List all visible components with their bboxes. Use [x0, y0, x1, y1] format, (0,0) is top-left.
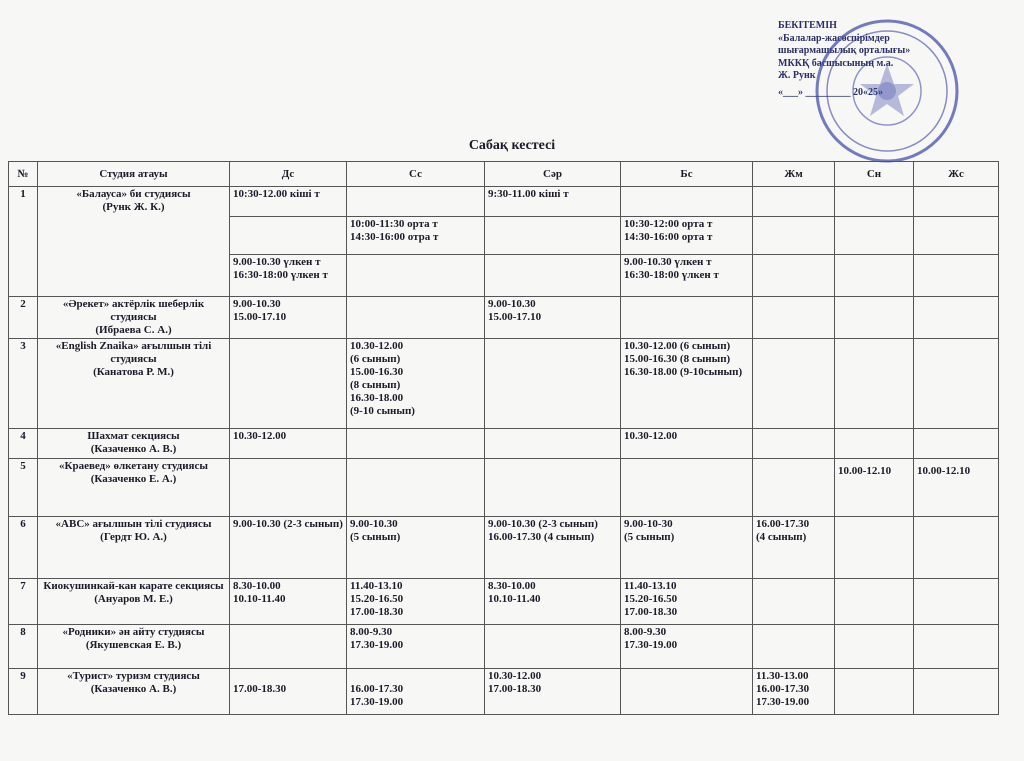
schedule-cell: 9.00-10.30 үлкен т 16:30-18:00 үлкен т — [230, 255, 347, 297]
schedule-cell — [485, 625, 621, 669]
schedule-cell — [753, 187, 835, 217]
schedule-cell: 9.00-10.30 (5 сынып) — [347, 517, 485, 579]
schedule-cell — [347, 187, 485, 217]
studio-name: «Балауса» би студиясы (Рунк Ж. К.) — [38, 187, 230, 297]
schedule-cell — [230, 217, 347, 255]
schedule-cell — [914, 669, 999, 715]
schedule-cell — [230, 625, 347, 669]
schedule-cell: 11.30-13.00 16.00-17.30 17.30-19.00 — [753, 669, 835, 715]
row-number: 9 — [9, 669, 38, 715]
schedule-cell — [914, 517, 999, 579]
schedule-cell — [835, 339, 914, 429]
schedule-cell — [753, 255, 835, 297]
schedule-cell — [347, 459, 485, 517]
schedule-cell — [347, 429, 485, 459]
schedule-cell — [753, 625, 835, 669]
schedule-cell — [485, 339, 621, 429]
table-row — [9, 459, 999, 517]
schedule-cell — [914, 625, 999, 669]
schedule-cell: 10.30-12.00 (6 сынып) 15.00-16.30 (8 сынып) 16.30-18.00 (9-10сынып) — [621, 339, 753, 429]
column-header: Жс — [914, 162, 999, 187]
table-row — [9, 187, 999, 217]
table-row — [9, 625, 999, 669]
stamp-line: «Балалар-жасөспірімдер — [778, 32, 890, 44]
studio-name: Киокушинкай-кан карате секциясы (Ануаров М. Е.) — [38, 579, 230, 625]
table-row — [9, 579, 999, 625]
schedule-cell — [914, 187, 999, 217]
schedule-cell: 8.00-9.30 17.30-19.00 — [347, 625, 485, 669]
stamp-line: «___» _________ 20«25» — [778, 86, 883, 98]
studio-name: «Родники» ән айту студиясы (Якушевская Е. В.) — [38, 625, 230, 669]
schedule-cell — [914, 339, 999, 429]
table-row — [9, 339, 999, 429]
row-number: 8 — [9, 625, 38, 669]
schedule-cell — [835, 255, 914, 297]
stamp-line: МККҚ басшысының м.а. — [778, 57, 894, 69]
schedule-cell — [914, 429, 999, 459]
schedule-cell — [753, 579, 835, 625]
studio-name: «Краевед» өлкетану студиясы (Казаченко Е. А.) — [38, 459, 230, 517]
schedule-cell: 9.00-10.30 үлкен т 16:30-18:00 үлкен т — [621, 255, 753, 297]
schedule-cell — [230, 339, 347, 429]
schedule-cell — [485, 429, 621, 459]
schedule-cell: 10:30-12.00 кіші т — [230, 187, 347, 217]
schedule-cell: 9.00-10.30 (2-3 сынып) 16.00-17.30 (4 сынып) — [485, 517, 621, 579]
schedule-cell — [753, 459, 835, 517]
schedule-cell — [347, 255, 485, 297]
schedule-cell: 10.00-12.10 — [914, 459, 999, 517]
schedule-cell: 10.00-12.10 — [835, 459, 914, 517]
table-row — [9, 669, 999, 715]
column-header: Дс — [230, 162, 347, 187]
stamp-line: БЕКІТЕМІН — [778, 20, 837, 31]
schedule-cell: 11.40-13.10 15.20-16.50 17.00-18.30 — [621, 579, 753, 625]
schedule-cell — [835, 297, 914, 339]
schedule-cell: 16.00-17.30 17.30-19.00 — [347, 669, 485, 715]
schedule-cell: 10.30-12.00 — [621, 429, 753, 459]
column-header: Студия атауы — [38, 162, 230, 187]
table-row — [9, 297, 999, 339]
schedule-cell — [485, 459, 621, 517]
row-number: 7 — [9, 579, 38, 625]
studio-name: «English Znaika» ағылшын тілі студиясы (Канатова Р. М.) — [38, 339, 230, 429]
schedule-cell — [835, 669, 914, 715]
schedule-cell — [485, 217, 621, 255]
row-number: 3 — [9, 339, 38, 429]
schedule-cell — [621, 669, 753, 715]
table-row — [9, 517, 999, 579]
column-header: Сс — [347, 162, 485, 187]
schedule-cell — [621, 297, 753, 339]
stamp-line: шығармашылық орталығы» — [778, 45, 911, 56]
studio-name: «Турист» туризм студиясы (Казаченко А. В.) — [38, 669, 230, 715]
schedule-cell: 10.30-12.00 17.00-18.30 — [485, 669, 621, 715]
schedule-cell: 9:30-11.00 кіші т — [485, 187, 621, 217]
schedule-cell — [485, 255, 621, 297]
schedule-cell — [753, 217, 835, 255]
schedule-cell: 10:00-11:30 орта т 14:30-16:00 отра т — [347, 217, 485, 255]
schedule-table — [8, 161, 999, 715]
column-header: Жм — [753, 162, 835, 187]
schedule-cell — [753, 297, 835, 339]
row-number: 1 — [9, 187, 38, 297]
schedule-cell — [914, 579, 999, 625]
schedule-cell: 9.00-10.30 15.00-17.10 — [230, 297, 347, 339]
schedule-cell: 10.30-12.00 (6 сынып) 15.00-16.30 (8 сынып) 16.30-18.00 (9-10 сынып) — [347, 339, 485, 429]
studio-name: «АВС» ағылшын тілі студиясы (Гердт Ю. А.) — [38, 517, 230, 579]
table-header-row — [9, 162, 999, 187]
schedule-cell — [347, 297, 485, 339]
table-row — [9, 429, 999, 459]
schedule-cell — [753, 339, 835, 429]
schedule-cell — [621, 459, 753, 517]
schedule-cell: 9.00-10.30 (2-3 сынып) — [230, 517, 347, 579]
row-number: 6 — [9, 517, 38, 579]
column-header: Бс — [621, 162, 753, 187]
schedule-cell — [753, 429, 835, 459]
schedule-cell: 10.30-12.00 — [230, 429, 347, 459]
schedule-cell — [230, 459, 347, 517]
stamp-line: Ж. Рунк — [778, 70, 816, 81]
schedule-cell — [621, 187, 753, 217]
schedule-cell: 8.00-9.30 17.30-19.00 — [621, 625, 753, 669]
schedule-cell: 10:30-12:00 орта т 14:30-16:00 орта т — [621, 217, 753, 255]
schedule-cell: 8.30-10.00 10.10-11.40 — [485, 579, 621, 625]
schedule-cell — [835, 579, 914, 625]
schedule-cell — [835, 429, 914, 459]
column-header: Сәр — [485, 162, 621, 187]
schedule-cell: 9.00-10.30 15.00-17.10 — [485, 297, 621, 339]
column-header: № — [9, 162, 38, 187]
schedule-cell — [914, 297, 999, 339]
column-header: Сн — [835, 162, 914, 187]
schedule-cell — [914, 217, 999, 255]
schedule-cell — [835, 217, 914, 255]
schedule-cell — [835, 187, 914, 217]
studio-name: Шахмат секциясы (Казаченко А. В.) — [38, 429, 230, 459]
schedule-cell: 8.30-10.00 10.10-11.40 — [230, 579, 347, 625]
page-title: Сабақ кестесі — [468, 138, 556, 153]
schedule-cell — [914, 255, 999, 297]
studio-name: «Әрекет» актёрлік шеберлік студиясы (Ибраева С. А.) — [38, 297, 230, 339]
schedule-cell: 9.00-10-30 (5 сынып) — [621, 517, 753, 579]
row-number: 5 — [9, 459, 38, 517]
schedule-cell — [835, 517, 914, 579]
schedule-cell: 16.00-17.30 (4 сынып) — [753, 517, 835, 579]
row-number: 4 — [9, 429, 38, 459]
schedule-cell: 11.40-13.10 15.20-16.50 17.00-18.30 — [347, 579, 485, 625]
schedule-cell — [835, 625, 914, 669]
schedule-cell: 17.00-18.30 — [230, 669, 347, 715]
row-number: 2 — [9, 297, 38, 339]
